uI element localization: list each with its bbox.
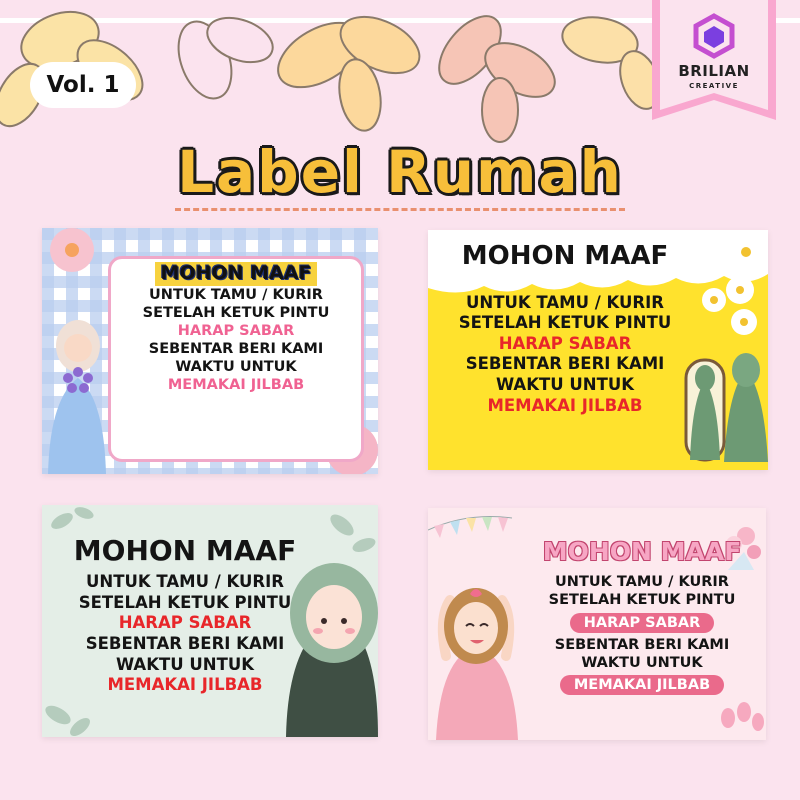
- card-line: SEBENTAR BERI KAMI: [148, 341, 324, 358]
- card-line-highlight: HARAP SABAR: [118, 613, 252, 633]
- brand-name: BRILIAN: [678, 62, 750, 80]
- card-1-text: [108, 262, 364, 395]
- card-2-text: [440, 240, 690, 416]
- label-card-2: [428, 230, 768, 470]
- brand-ribbon: [652, 0, 776, 120]
- card-heading: MOHON MAAF: [155, 262, 318, 286]
- card-line: SEBENTAR BERI KAMI: [465, 354, 665, 374]
- card-line: SEBENTAR BERI KAMI: [554, 636, 730, 653]
- mirror-girl-illustration: [686, 353, 768, 462]
- card-line: WAKTU UNTUK: [495, 375, 635, 394]
- cheerful-girl-illustration: [436, 588, 518, 740]
- card-heading: MOHON MAAF: [461, 241, 669, 271]
- brand-subtitle: CREATIVE: [689, 82, 739, 90]
- card-heading: MOHON MAAF: [542, 537, 742, 566]
- label-card-1: [42, 228, 378, 474]
- card-line-highlight: HARAP SABAR: [570, 613, 715, 633]
- card-line: SETELAH KETUK PINTU: [458, 313, 672, 333]
- card-line-highlight: HARAP SABAR: [498, 333, 632, 353]
- volume-badge: [30, 62, 136, 108]
- card-line: WAKTU UNTUK: [581, 654, 703, 671]
- card-line: SETELAH KETUK PINTU: [548, 592, 736, 609]
- card-line: UNTUK TAMU / KURIR: [466, 292, 664, 312]
- card-line: UNTUK TAMU / KURIR: [86, 572, 284, 591]
- card-line: SETELAH KETUK PINTU: [78, 592, 292, 612]
- card-line: SETELAH KETUK PINTU: [142, 304, 330, 321]
- ribbon-shape: [652, 0, 776, 120]
- label-card-4: [428, 508, 766, 740]
- tulip-flowers-icon: [721, 702, 764, 731]
- card-line-highlight: MEMAKAI JILBAB: [167, 377, 305, 394]
- bunting-flags-icon: [428, 517, 512, 539]
- card-line-highlight: MEMAKAI JILBAB: [487, 395, 643, 415]
- card-heading: MOHON MAAF: [73, 534, 297, 567]
- label-card-3: [42, 505, 378, 737]
- card-line: UNTUK TAMU / KURIR: [555, 574, 729, 591]
- card-4-text: [518, 536, 766, 698]
- volume-label: Vol. 1: [46, 72, 120, 98]
- card-line-highlight: MEMAKAI JILBAB: [107, 675, 263, 695]
- card-3-text: [54, 533, 316, 696]
- card-line: WAKTU UNTUK: [115, 654, 255, 674]
- card-line-highlight: MEMAKAI JILBAB: [560, 675, 724, 695]
- title-underline: [175, 208, 625, 211]
- card-line: WAKTU UNTUK: [175, 359, 297, 376]
- page-title: Label Rumah: [177, 138, 623, 206]
- card-line: UNTUK TAMU / KURIR: [149, 286, 323, 303]
- card-line: SEBENTAR BERI KAMI: [85, 633, 285, 653]
- card-line-highlight: HARAP SABAR: [177, 323, 295, 339]
